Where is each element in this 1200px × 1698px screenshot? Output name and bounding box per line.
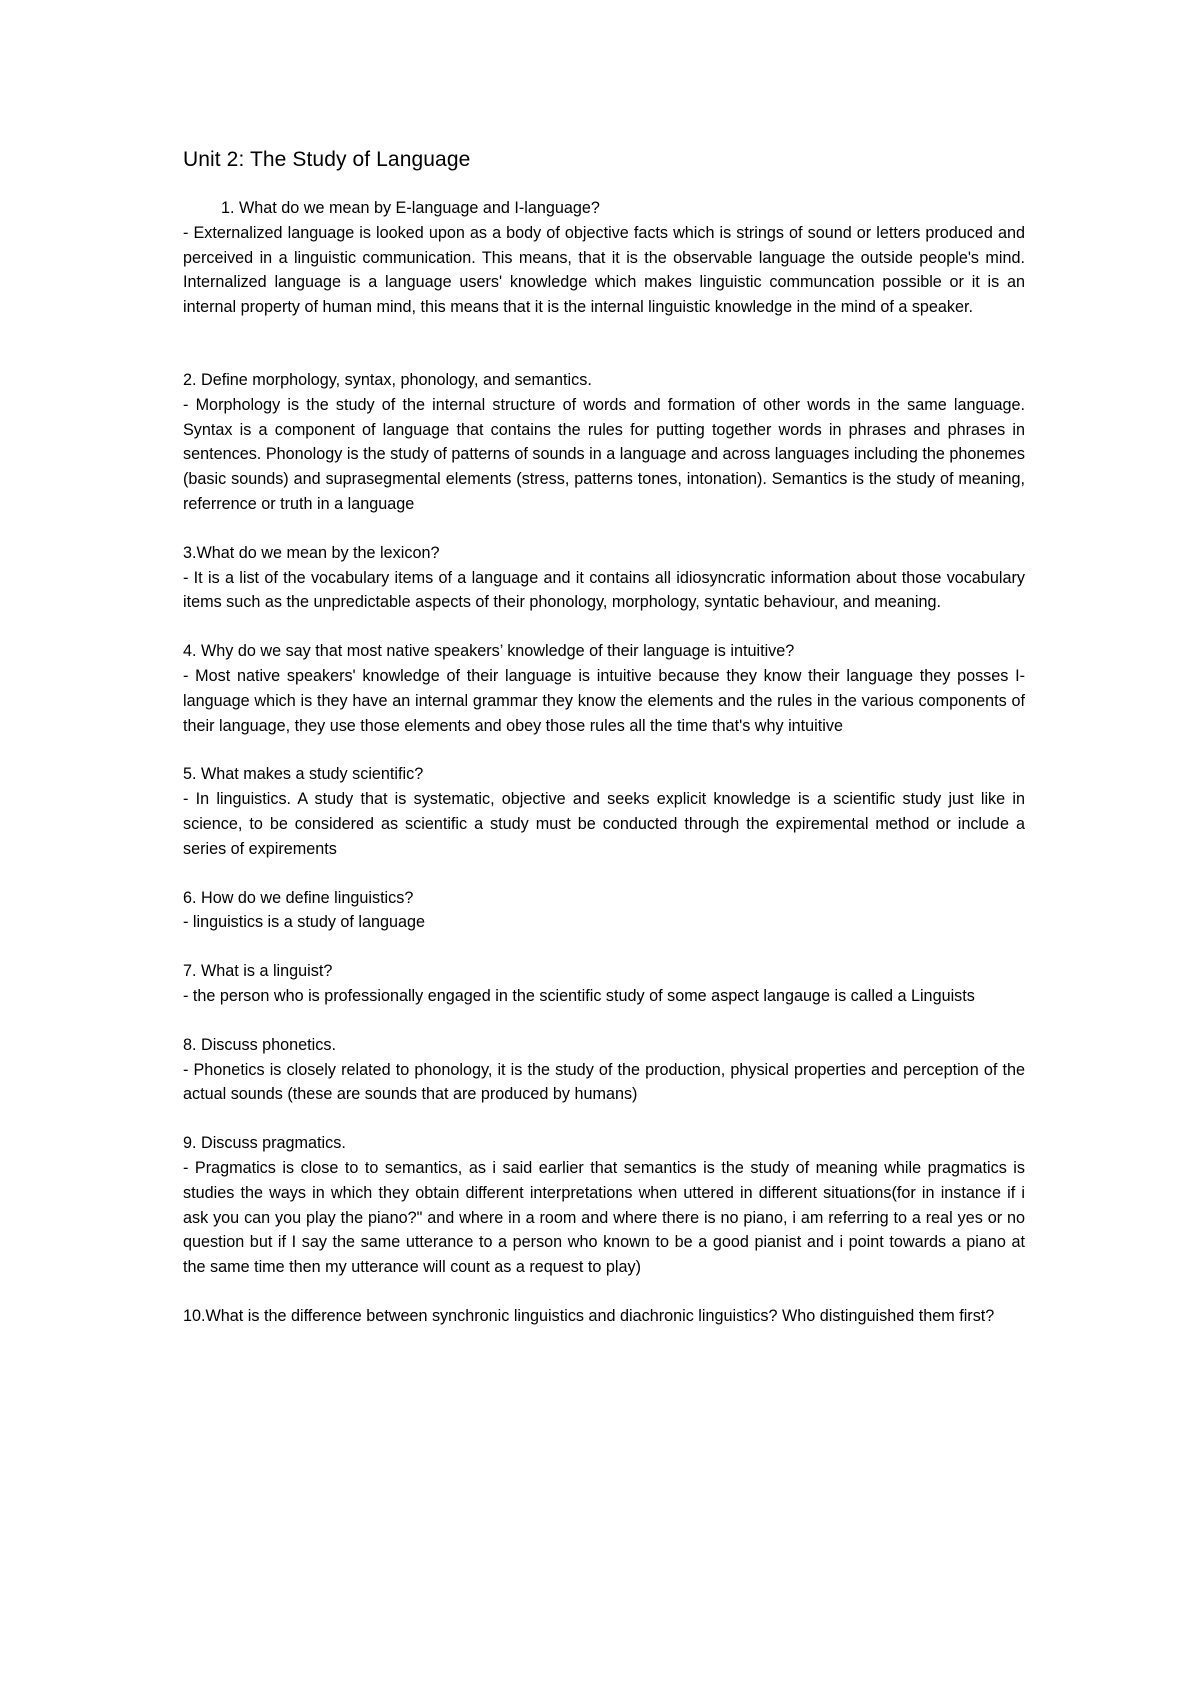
answer-6: - linguistics is a study of language <box>183 913 426 932</box>
answer-8: - Phonetics is closely related to phonology, it is the study of the production, physical properties and perception of the actual sounds (these are sounds that are produced by humans) <box>183 1060 1025 1104</box>
qa-block-7 <box>183 959 1025 1009</box>
page-title: Unit 2: The Study of Language <box>183 148 471 171</box>
question-3: 3.What do we mean by the lexicon? <box>183 543 440 562</box>
question-7: 7. What is a linguist? <box>183 962 333 981</box>
qa-block-4 <box>183 639 1025 738</box>
answer-3: - It is a list of the vocabulary items of a language and it contains all idiosyncratic information about those vocabulary items such as the unpredictable aspects of their phonology, morphology, syntatic behaviour, and meaning. <box>183 568 1025 612</box>
qa-block-9 <box>183 1131 1025 1280</box>
question-8: 8. Discuss phonetics. <box>183 1035 336 1054</box>
question-2: 2. Define morphology, syntax, phonology, and semantics. <box>183 370 592 389</box>
answer-9: - Pragmatics is close to to semantics, as i said earlier that semantics is the study of meaning while pragmatics is studies the ways in which they obtain different interpretations when uttered in different situations(for in instance if i ask you can you play the piano?" and where in a room and where there is no piano, i am referring to a real yes or no question but if I say the same utterance to a person who known to be a good pianist and i point towards a piano at the same time then my utterance will count as a request to play) <box>183 1158 1025 1277</box>
answer-5: - In linguistics. A study that is systematic, objective and seeks explicit knowledge is a scientific study just like in science, to be considered as scientific a study must be conducted through the expiremental method or include a series of expirements <box>183 790 1025 858</box>
question-4: 4. Why do we say that most native speakers’ knowledge of their language is intuitive? <box>183 642 795 661</box>
qa-block-3 <box>183 541 1025 615</box>
answer-4: - Most native speakers' knowledge of their language is intuitive because they know their language they posses I-language which is they have an internal grammar they know the elements and the rules in the various components of their language, they use those elements and obey those rules all the time that's why intuitive <box>183 666 1025 735</box>
question-6: 6. How do we define linguistics? <box>183 888 414 907</box>
answer-1: - Externalized language is looked upon as a body of objective facts which is strings of sound or letters produced and perceived in a linguistic communication. This means, that it is the observable language the outside people's mind. Internalized language is a language users' knowledge which makes linguistic communcation possible or it is an internal property of human mind, this means that it is the internal linguistic knowledge in the mind of a speaker. <box>183 223 1025 317</box>
qa-block-10 <box>183 1304 1025 1329</box>
answer-7: - the person who is professionally engaged in the scientific study of some aspect langauge is called a Linguists <box>183 986 975 1005</box>
qa-block-2 <box>183 368 1025 517</box>
answer-2: - Morphology is the study of the internal structure of words and formation of other words in the same language. Syntax is a component of language that contains the rules for putting together words in phrases and phrases in sentences. Phonology is the study of patterns of sounds in a language and across languages including the phonemes (basic sounds) and suprasegmental elements (stress, patterns tones, intonation). Semantics is the study of meaning, referrence or truth in a language <box>183 395 1025 513</box>
question-10: 10.What is the difference between synchronic linguistics and diachronic linguistics? Who distinguished them first? <box>183 1306 995 1325</box>
document-body <box>183 146 1025 1329</box>
question-1: 1. What do we mean by E-language and I-language? <box>221 199 600 217</box>
qa-block-8 <box>183 1033 1025 1107</box>
question-5: 5. What makes a study scientific? <box>183 765 424 784</box>
qa-block-1 <box>183 196 1025 320</box>
qa-block-5 <box>183 762 1025 861</box>
qa-block-6 <box>183 886 1025 936</box>
question-9: 9. Discuss pragmatics. <box>183 1134 346 1153</box>
